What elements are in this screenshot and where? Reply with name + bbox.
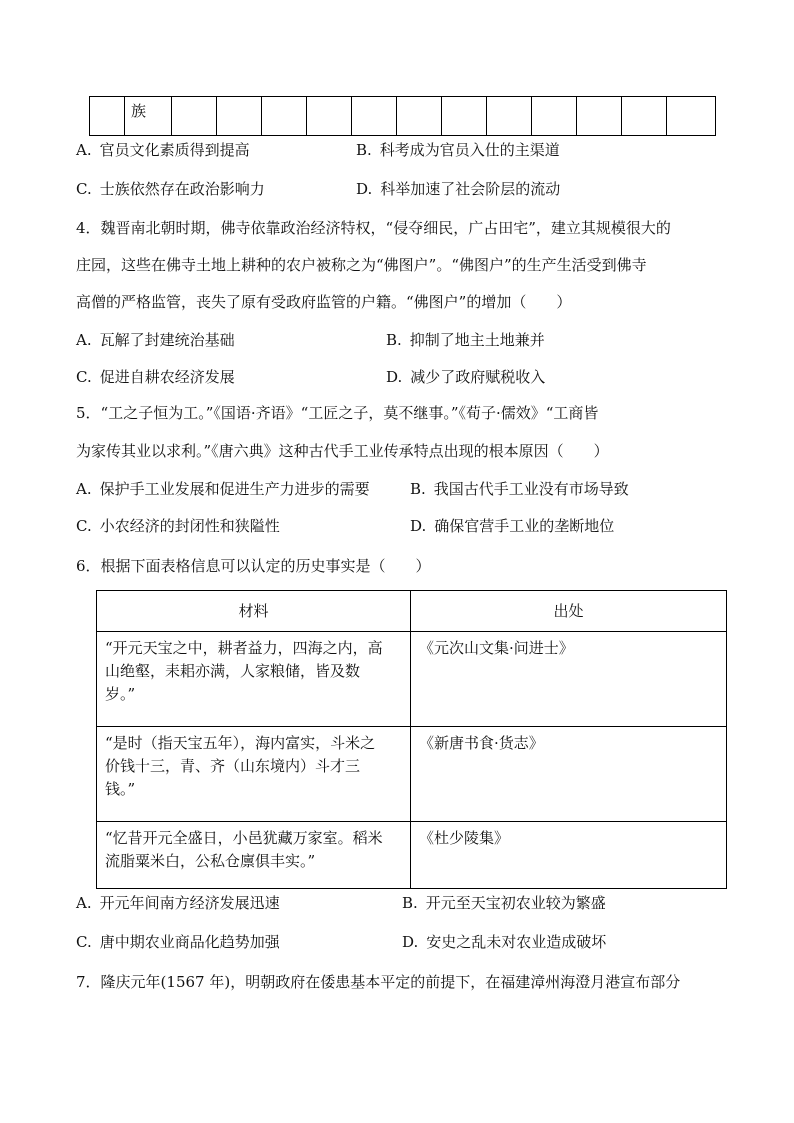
q6-header-material: 材料 bbox=[97, 591, 411, 632]
table-row bbox=[97, 632, 727, 727]
q6-material-line: “开元天宝之中，耕者益力，四海之内，高 bbox=[105, 639, 383, 657]
top-table-cell bbox=[352, 97, 397, 136]
q3-option-a: A. 官员文化素质得到提高 bbox=[76, 141, 250, 159]
q5-stem-line: 为家传其业以求利。”《唐六典》这种古代手工业传承特点出现的根本原因（ ） bbox=[76, 442, 609, 460]
q6-source-cell: 《元次山文集·问进士》 bbox=[411, 632, 727, 727]
q6-material-line: “是时（指天宝五年），海内富实，斗米之 bbox=[105, 734, 376, 752]
q4-option-d: D. 减少了政府赋税收入 bbox=[386, 368, 546, 386]
q4-option-c: C. 促进自耕农经济发展 bbox=[76, 368, 235, 386]
top-table-cell bbox=[90, 97, 125, 136]
q4-stem-line: 庄园，这些在佛寺土地上耕种的农户被称之为“佛图户”。“佛图户”的生产生活受到佛寺 bbox=[76, 256, 647, 274]
top-table-cell bbox=[397, 97, 442, 136]
q5-stem-line: 5．“工之子恒为工。”《国语·齐语》“工匠之子，莫不继事。”《荀子·儒效》“工商皆 bbox=[76, 404, 599, 422]
top-table-row bbox=[90, 97, 716, 136]
q6-table-header-row bbox=[97, 591, 727, 632]
q6-source-cell: 《新唐书食·货志》 bbox=[411, 727, 727, 822]
q4-option-b: B. 抑制了地主土地兼并 bbox=[386, 331, 545, 349]
q6-option-d: D. 安史之乱未对农业造成破坏 bbox=[402, 933, 607, 951]
q5-option-c: C. 小农经济的封闭性和狭隘性 bbox=[76, 517, 280, 535]
q6-material-line: “忆昔开元全盛日，小邑犹藏万家室。稻米 bbox=[105, 829, 383, 847]
top-table-cell bbox=[667, 97, 716, 136]
top-table-cell bbox=[262, 97, 307, 136]
q6-material-cell bbox=[97, 632, 411, 727]
table-row bbox=[97, 822, 727, 889]
q6-material-line: 价钱十三，青、齐（山东境内）斗才三 bbox=[105, 757, 361, 775]
q6-material-line: 流脂粟米白，公私仓廪俱丰实。” bbox=[105, 852, 316, 870]
q5-option-d: D. 确保官营手工业的垄断地位 bbox=[410, 517, 615, 535]
q4-option-a: A. 瓦解了封建统治基础 bbox=[76, 331, 235, 349]
top-table-cell bbox=[487, 97, 532, 136]
q4-stem-line: 4．魏晋南北朝时期，佛寺依靠政治经济特权，“侵夺细民，广占田宅”，建立其规模很大的 bbox=[76, 219, 671, 237]
q6-option-b: B. 开元至天宝初农业较为繁盛 bbox=[402, 894, 606, 912]
top-table-label-cell: 族 bbox=[125, 97, 172, 136]
q6-material-line: 岁。” bbox=[105, 685, 136, 703]
q6-material-cell bbox=[97, 727, 411, 822]
top-table-cell bbox=[172, 97, 217, 136]
top-table-cell bbox=[442, 97, 487, 136]
q7-stem-line: 7．隆庆元年(1567 年)，明朝政府在倭患基本平定的前提下，在福建漳州海澄月港宣布部分 bbox=[76, 973, 681, 991]
q6-material-line: 山绝壑，耒耜亦满，人家粮储，皆及数 bbox=[105, 662, 361, 680]
q6-table bbox=[96, 590, 727, 889]
q5-option-b: B. 我国古代手工业没有市场导致 bbox=[410, 480, 629, 498]
top-table-cell bbox=[532, 97, 577, 136]
q4-stem-line: 高僧的严格监管，丧失了原有受政府监管的户籍。“佛图户”的增加（ ） bbox=[76, 293, 572, 311]
q6-material-cell bbox=[97, 822, 411, 889]
q3-option-d: D. 科举加速了社会阶层的流动 bbox=[356, 180, 561, 198]
top-table-cell bbox=[622, 97, 667, 136]
top-table-cell bbox=[217, 97, 262, 136]
top-table-cell bbox=[307, 97, 352, 136]
table-row bbox=[97, 727, 727, 822]
q3-option-c: C. 士族依然存在政治影响力 bbox=[76, 180, 265, 198]
q5-option-a: A. 保护手工业发展和促进生产力进步的需要 bbox=[76, 480, 370, 498]
top-table-cell bbox=[577, 97, 622, 136]
q6-option-c: C. 唐中期农业商品化趋势加强 bbox=[76, 933, 280, 951]
top-table bbox=[89, 96, 716, 136]
q3-option-b: B. 科考成为官员入仕的主渠道 bbox=[356, 141, 560, 159]
q6-source-cell: 《杜少陵集》 bbox=[411, 822, 727, 889]
q6-material-line: 钱。” bbox=[105, 780, 136, 798]
q6-stem: 6．根据下面表格信息可以认定的历史事实是（ ） bbox=[76, 557, 431, 575]
q6-header-source: 出处 bbox=[411, 591, 727, 632]
q6-option-a: A. 开元年间南方经济发展迅速 bbox=[76, 894, 280, 912]
